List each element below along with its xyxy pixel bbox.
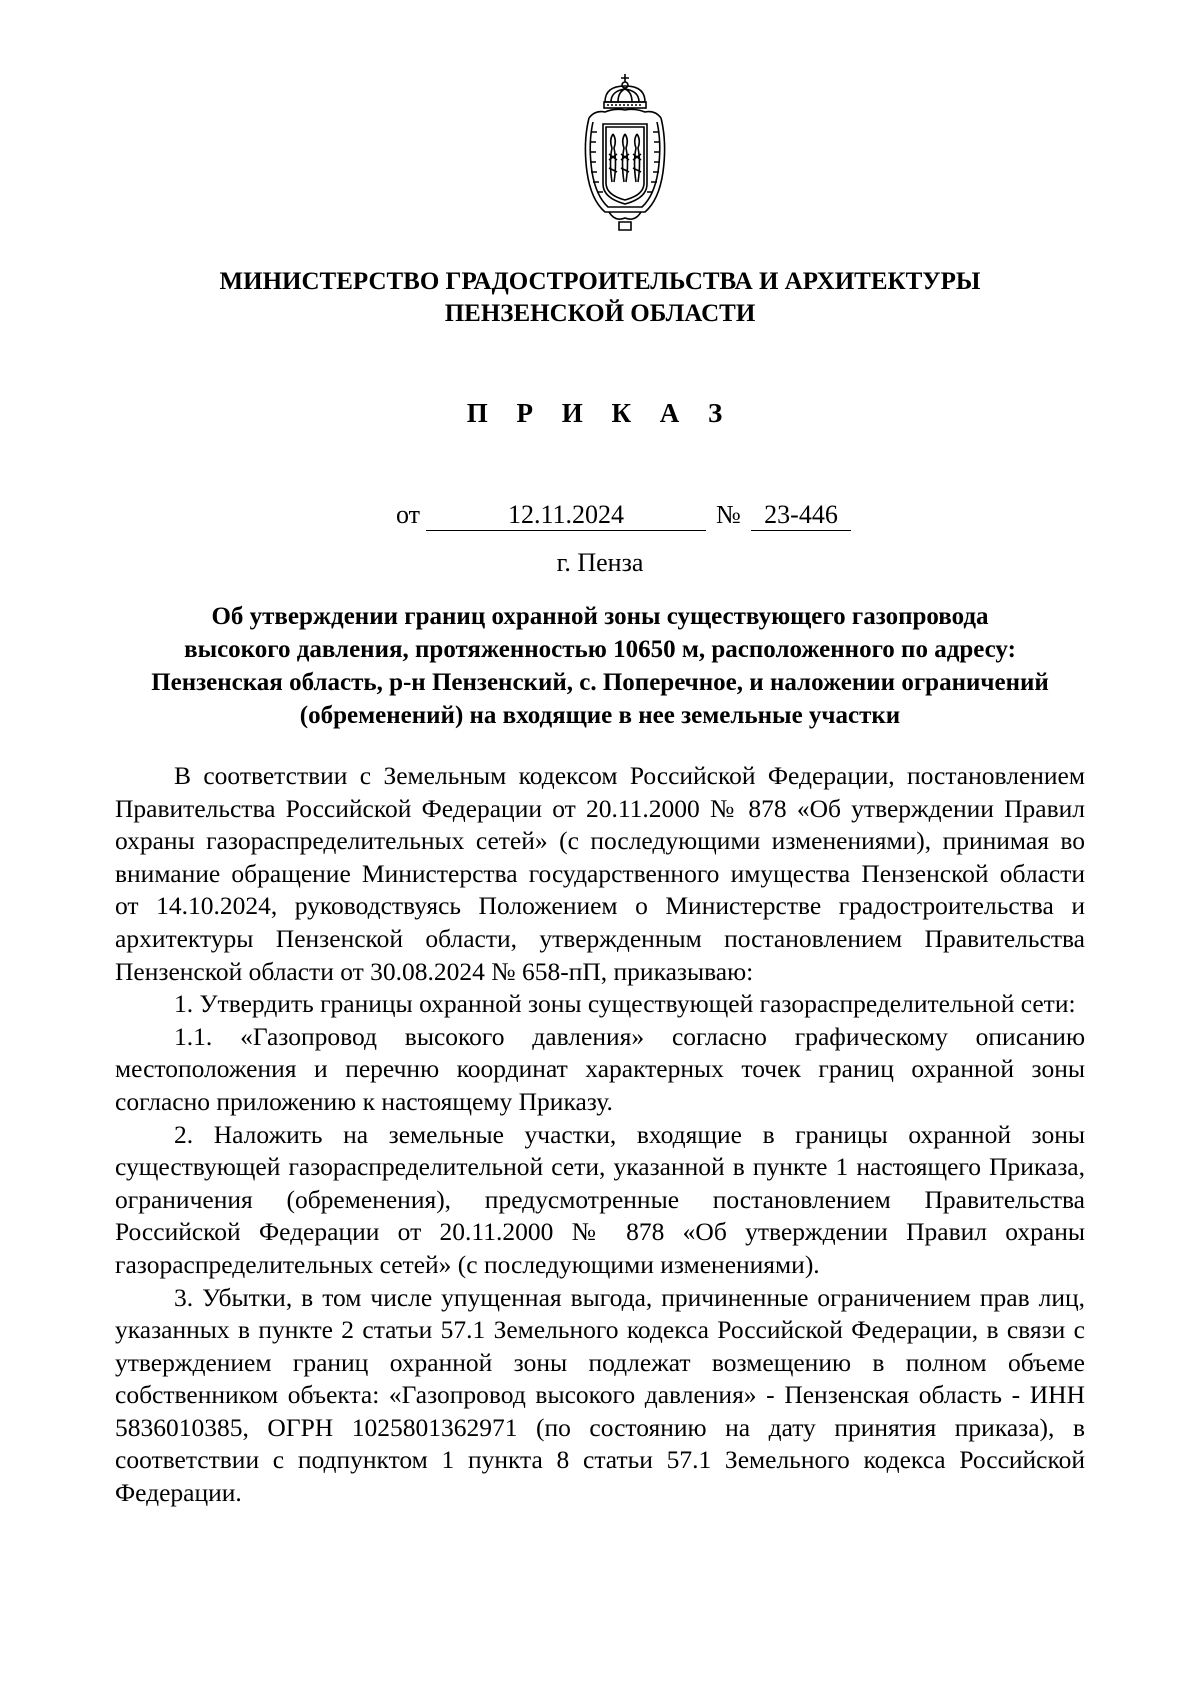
- ministry-name-line2: ПЕНЗЕНСКОЙ ОБЛАСТИ: [444, 300, 756, 327]
- subject-line: Пензенская область, р-н Пензенский, с. Поперечное, и наложении ограничений: [151, 669, 1049, 696]
- body-paragraph-item1: 1. Утвердить границы охранной зоны существующей газораспределительной сети:: [174, 989, 1076, 1019]
- document-subject: [120, 600, 1080, 732]
- body-paragraph-item2: 2. Наложить на земельные участки, входящие в границы охранной зоны существующей газораспределительной сети, указанной в пункте 1 настоящего Приказа, ограничения (обременения), предусмотренные постановлением Правительства Российской Федерации от 20.11.2000 № 878 «Об утверждении Правил охраны газораспределительных сетей» (с последующими изменениями).: [115, 1119, 1085, 1279]
- city-label: г. Пенза: [556, 548, 644, 577]
- body-paragraph-item3: 3. Убытки, в том числе упущенная выгода, причиненные ограничением прав лиц, указанных в пункте 2 статьи 57.1 Земельного кодекса Российской Федерации, в связи с утверждением границ охранной зоны подлежат возмещению в полном объеме собственником объекта: «Газопровод высокого давления» - Пензенская область - ИНН 5836010385, ОГРН 1025801362971 (по состоянию на дату принятия приказа), в соответствии с подпунктом 1 пункта 8 статьи 57.1 Земельного кодекса Российской Федерации.: [115, 1282, 1085, 1508]
- body-paragraph-item1-1: 1.1. «Газопровод высокого давления» согласно графическому описанию местоположения и перечню координат характерных точек границ охранной зоны согласно приложению к настоящему Приказу.: [115, 1021, 1085, 1116]
- subject-line: (обременений) на входящие в нее земельные участки: [299, 702, 901, 729]
- document-number: 23-446: [751, 500, 851, 531]
- body-paragraph-intro: В соответствии с Земельным кодексом Российской Федерации, постановлением Правительства Российской Федерации от 20.11.2000 № 878 «Об утверждении Правил охраны газораспределительных сетей» (с последующими изменениями), принимая во внимание обращение Министерства государственного имущества Пензенской области от 14.10.2024, руководствуясь Положением о Министерстве градостроительства и архитектуры Пензенской области, утвержденным постановлением Правительства Пензенской области от 30.08.2024 № 658-пП, приказываю:: [115, 761, 1085, 986]
- subject-line: Об утверждении границ охранной зоны существующего газопровода: [211, 603, 989, 630]
- subject-line: высокого давления, протяженностью 10650 м, расположенного по адресу:: [184, 636, 1016, 663]
- document-date: 12.11.2024: [426, 500, 706, 531]
- date-prefix-label: от: [396, 500, 421, 529]
- coat-of-arms-icon: [575, 72, 675, 232]
- document-body: [115, 760, 1085, 1510]
- number-prefix-label: №: [716, 500, 741, 529]
- ministry-name-line1: МИНИСТЕРСТВО ГРАДОСТРОИТЕЛЬСТВА И АРХИТЕКТУРЫ: [219, 268, 981, 295]
- document-type-title: П Р И К А З: [466, 398, 734, 428]
